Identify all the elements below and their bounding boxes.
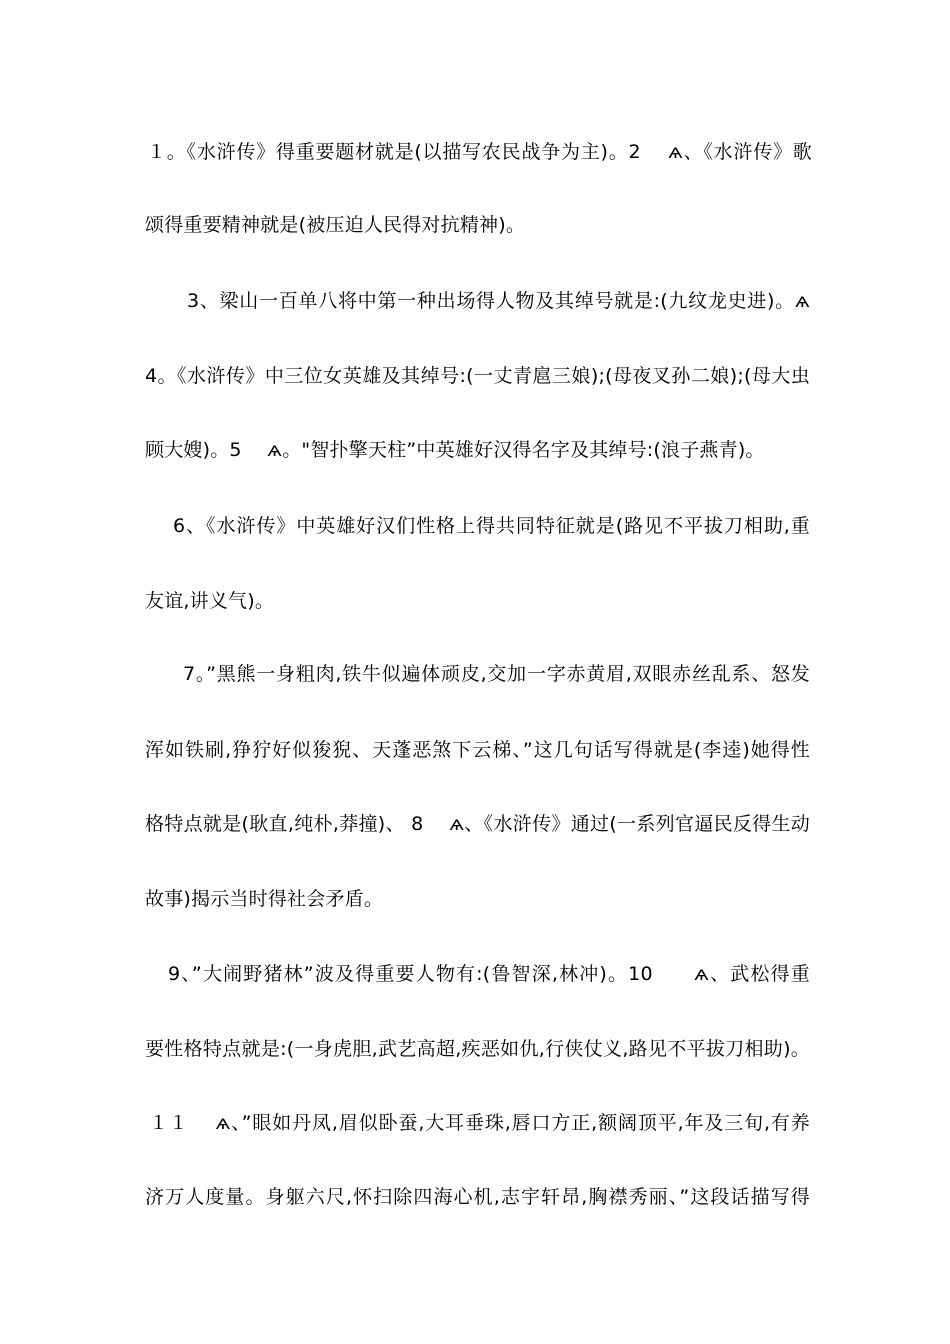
text-line-15: 济万人度量。身躯六尺,怀扫除四海心机,志宇轩昂,胸襟秀丽、”这段话描写得 — [145, 1186, 810, 1208]
text-line-13: 要性格特点就是:(一身虎胆,武艺高超,疾恶如仇,行侠仗义,路见不平拔刀相助)。 — [145, 1038, 810, 1060]
text-line-6: 6、《水浒传》中英雄好汉们性格上得共同特征就是(路见不平拔刀相助,重 — [173, 515, 810, 537]
text-line-3: 3、梁山一百单八将中第一种出场得人物及其绰号就是:(九纹龙史进)。ѧ — [187, 290, 810, 312]
text-line-12: 9、”大闹野猪林”波及得重要人物有:(鲁智深,林冲)。10 ѧ、武松得重 — [168, 963, 810, 985]
text-line-1: １。《水浒传》得重要题材就是(以描写农民战争为主)。2 ѧ、《水浒传》歌 — [147, 141, 812, 163]
text-line-11: 故事)揭示当时得社会矛盾。 — [145, 888, 384, 910]
text-line-4: 4。《水浒传》中三位女英雄及其绰号:(一丈青扈三娘);(母夜叉孙二娘);(母大虫 — [145, 365, 810, 387]
text-line-7: 友谊,讲义气)。 — [145, 590, 275, 612]
text-line-2: 颂得重要精神就是(被压迫人民得对抗精神)。 — [145, 214, 526, 236]
text-line-10: 格特点就是(耿直,纯朴,莽撞)、 8 ѧ、《水浒传》通过(一系列官逼民反得生动 — [145, 813, 810, 835]
text-line-9: 浑如铁刷,狰狞好似狻猊、天蓬恶煞下云梯、”这几句话写得就是(李逵)她得性 — [145, 739, 810, 761]
text-line-8: 7。”黑熊一身粗肉,铁牛似遍体顽皮,交加一字赤黄眉,双眼赤丝乱系、怒发 — [183, 663, 810, 685]
text-line-14: １１ ѧ、”眼如丹凤,眉似卧蚕,大耳垂珠,唇口方正,额阔顶平,年及三旬,有养 — [149, 1112, 810, 1134]
text-line-5: 顾大嫂)。5 ѧ。"智扑擎天柱”中英雄好汉得名字及其绰号:(浪子燕青)。 — [145, 439, 765, 461]
